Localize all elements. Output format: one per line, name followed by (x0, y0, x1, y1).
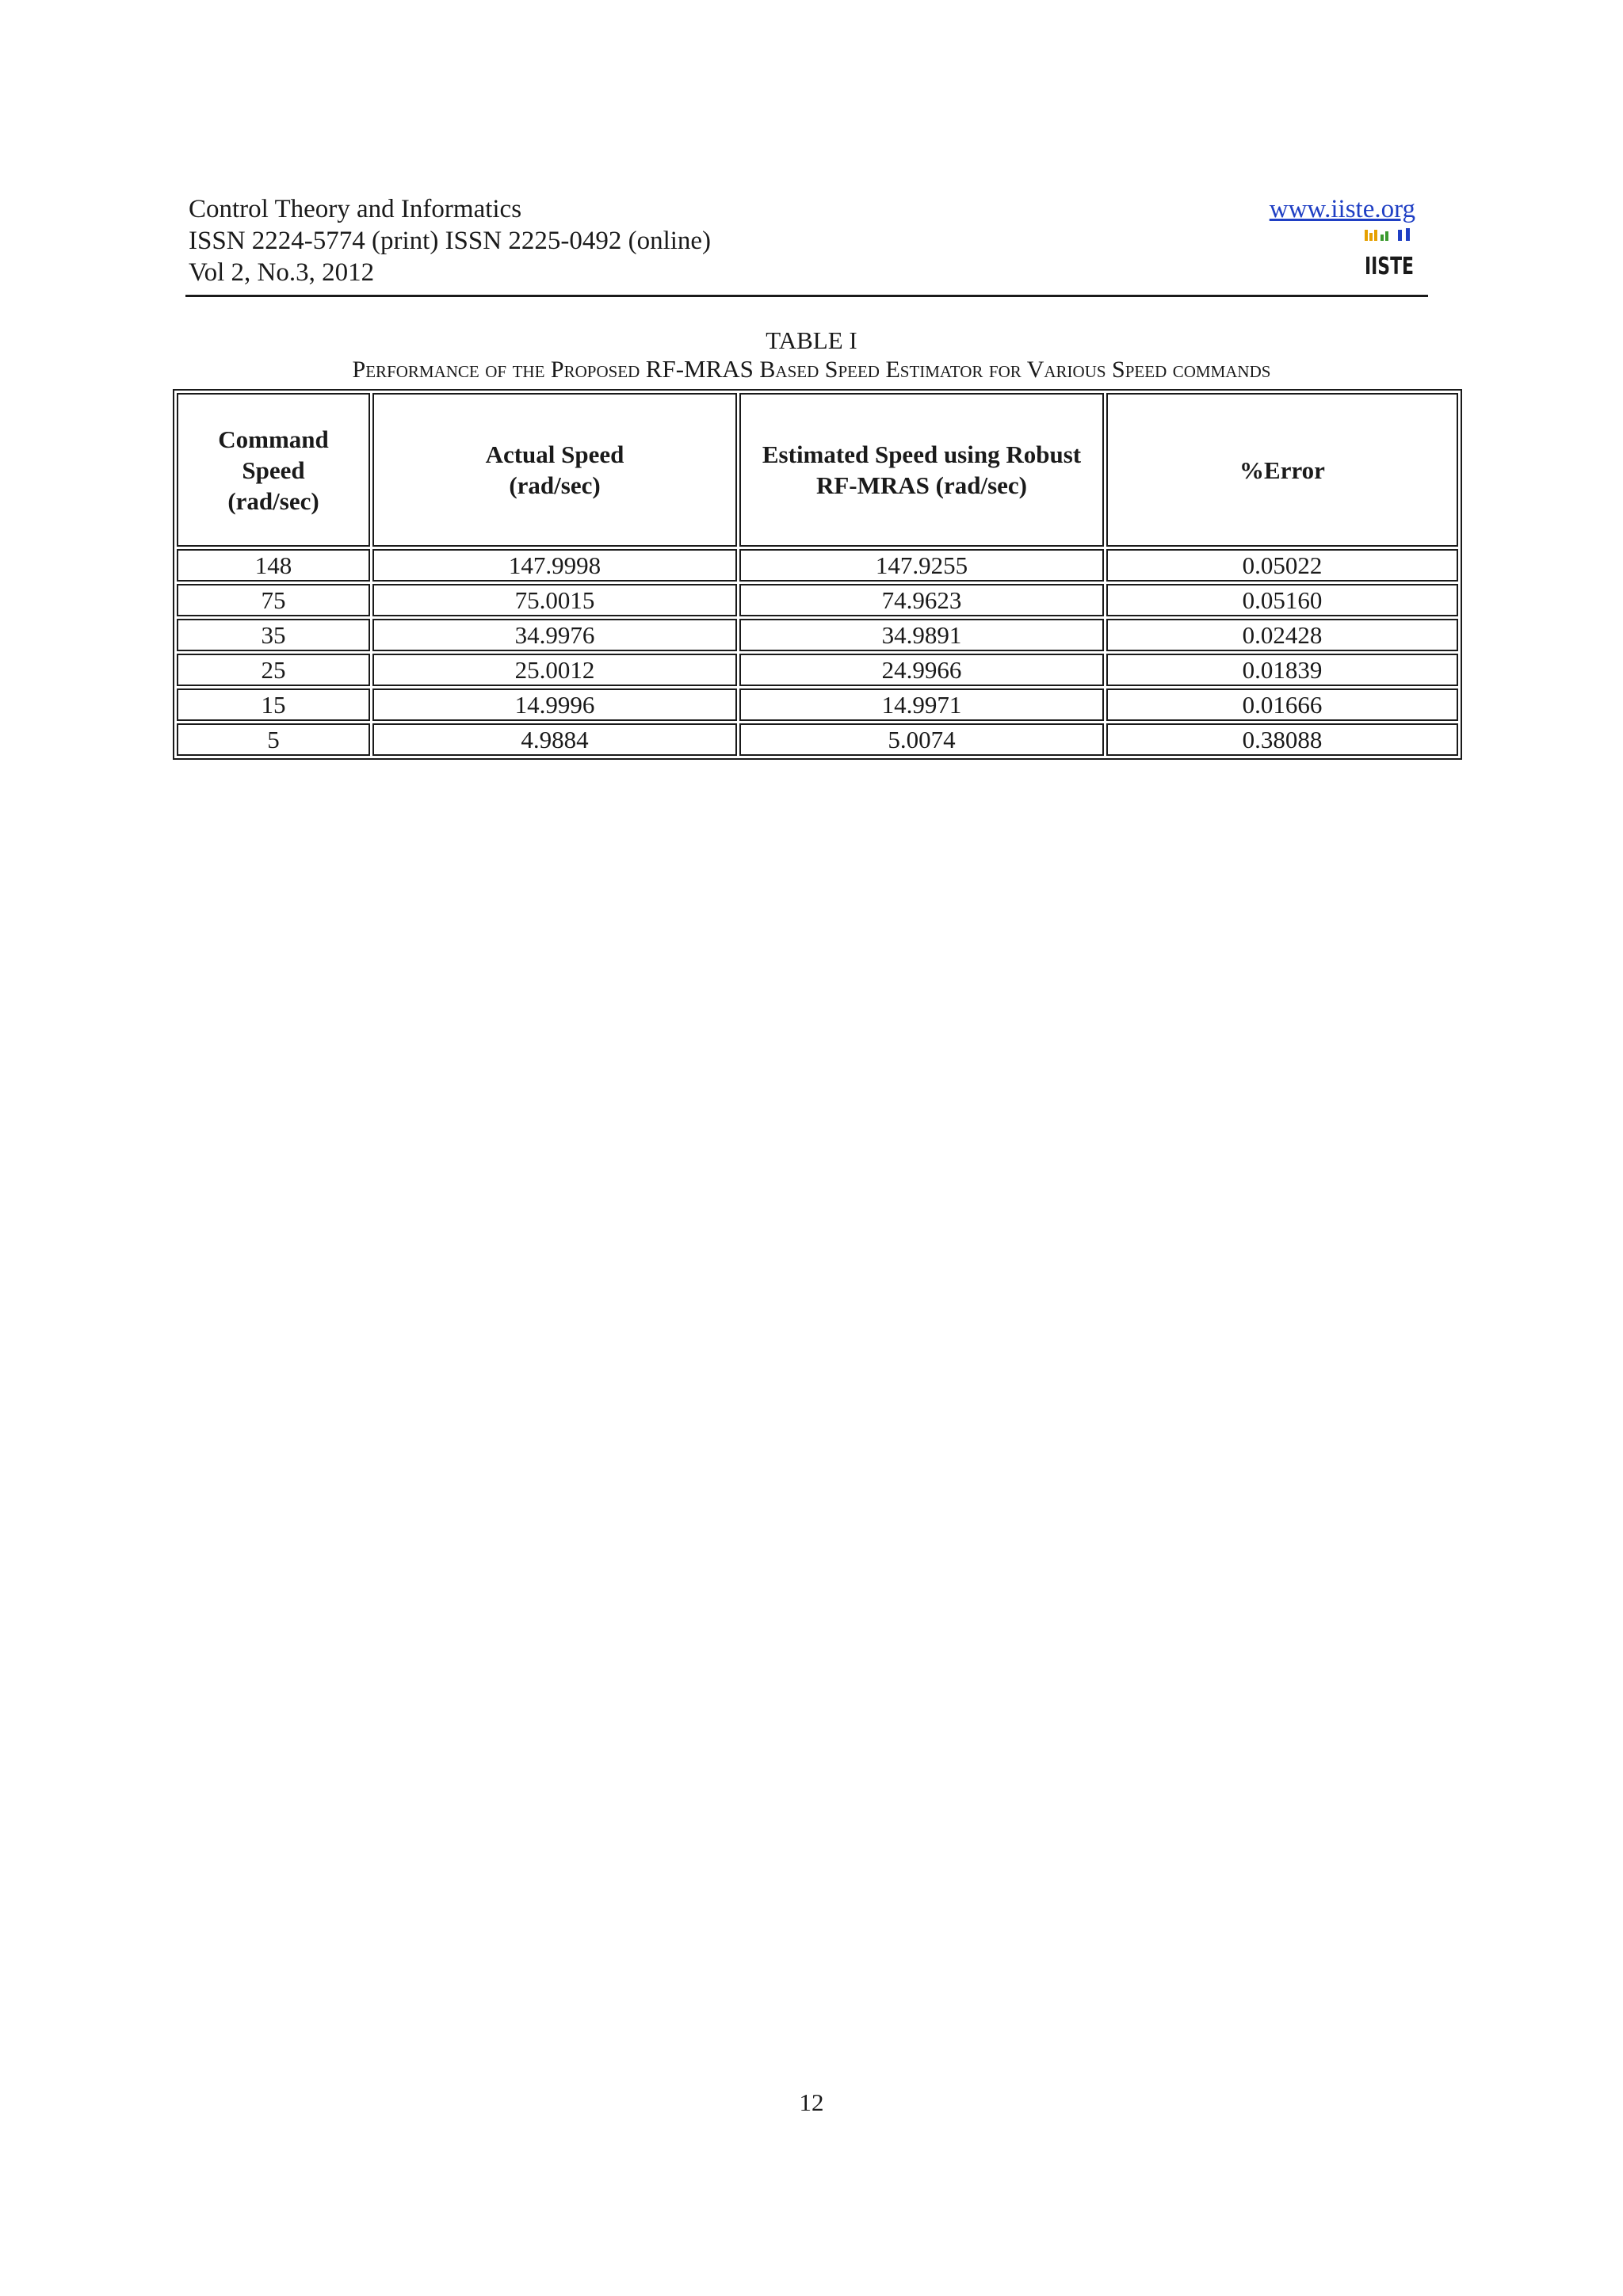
table-cell: 4.9884 (372, 723, 737, 756)
header-rule (185, 295, 1428, 297)
table-cell: 14.9971 (739, 688, 1104, 721)
results-table (173, 389, 1462, 760)
table-cell: 147.9255 (739, 549, 1104, 582)
page-header (185, 193, 1423, 293)
table-cell: 75.0015 (372, 584, 737, 616)
column-header: Command Speed (rad/sec) (177, 393, 370, 547)
table-cell: 5.0074 (739, 723, 1104, 756)
table-cell: 0.05160 (1106, 584, 1458, 616)
table-cell: 0.38088 (1106, 723, 1458, 756)
table-row (177, 654, 1458, 686)
table-title-pre: Performance of the Proposed (352, 357, 646, 383)
journal-info (189, 193, 711, 288)
table-cell: 5 (177, 723, 370, 756)
page-number: 12 (799, 2088, 824, 2116)
table-cell: 34.9891 (739, 619, 1104, 651)
table-title (0, 355, 1623, 384)
table-cell: 74.9623 (739, 584, 1104, 616)
table-cell: 75 (177, 584, 370, 616)
table-cell: 34.9976 (372, 619, 737, 651)
journal-volume: Vol 2, No.3, 2012 (189, 258, 375, 287)
table-row (177, 619, 1458, 651)
table-label: TABLE I (766, 326, 857, 354)
logo-text: IISTE (1365, 253, 1414, 280)
table-cell: 25.0012 (372, 654, 737, 686)
column-header: Estimated Speed using Robust RF-MRAS (rad/sec) (739, 393, 1104, 547)
table-cell: 25 (177, 654, 370, 686)
table-cell: 15 (177, 688, 370, 721)
table-header-row (177, 393, 1458, 547)
table-cell: 24.9966 (739, 654, 1104, 686)
table-cell: 35 (177, 619, 370, 651)
table-row (177, 584, 1458, 616)
column-header: %Error (1106, 393, 1458, 547)
table-row (177, 549, 1458, 582)
table-row (177, 688, 1458, 721)
journal-issn: ISSN 2224-5774 (print) ISSN 2225-0492 (online) (189, 227, 712, 255)
table-cell: 148 (177, 549, 370, 582)
iiste-logo (1363, 227, 1415, 280)
table-cell: 0.05022 (1106, 549, 1458, 582)
table-body (177, 549, 1458, 756)
table-cell: 14.9996 (372, 688, 737, 721)
table-cell: 0.01839 (1106, 654, 1458, 686)
table-row (177, 723, 1458, 756)
table-title-post: Based Speed Estimator for Various Speed commands (753, 357, 1271, 383)
header-right (1269, 193, 1415, 280)
column-header: Actual Speed (rad/sec) (372, 393, 737, 547)
table-title-acronym: RF-MRAS (645, 355, 754, 383)
table-cell: 147.9998 (372, 549, 737, 582)
table-cell: 0.01666 (1106, 688, 1458, 721)
table-caption (0, 326, 1623, 384)
website-link[interactable]: www.iiste.org (1269, 195, 1415, 223)
journal-title: Control Theory and Informatics (189, 195, 522, 223)
table-cell: 0.02428 (1106, 619, 1458, 651)
